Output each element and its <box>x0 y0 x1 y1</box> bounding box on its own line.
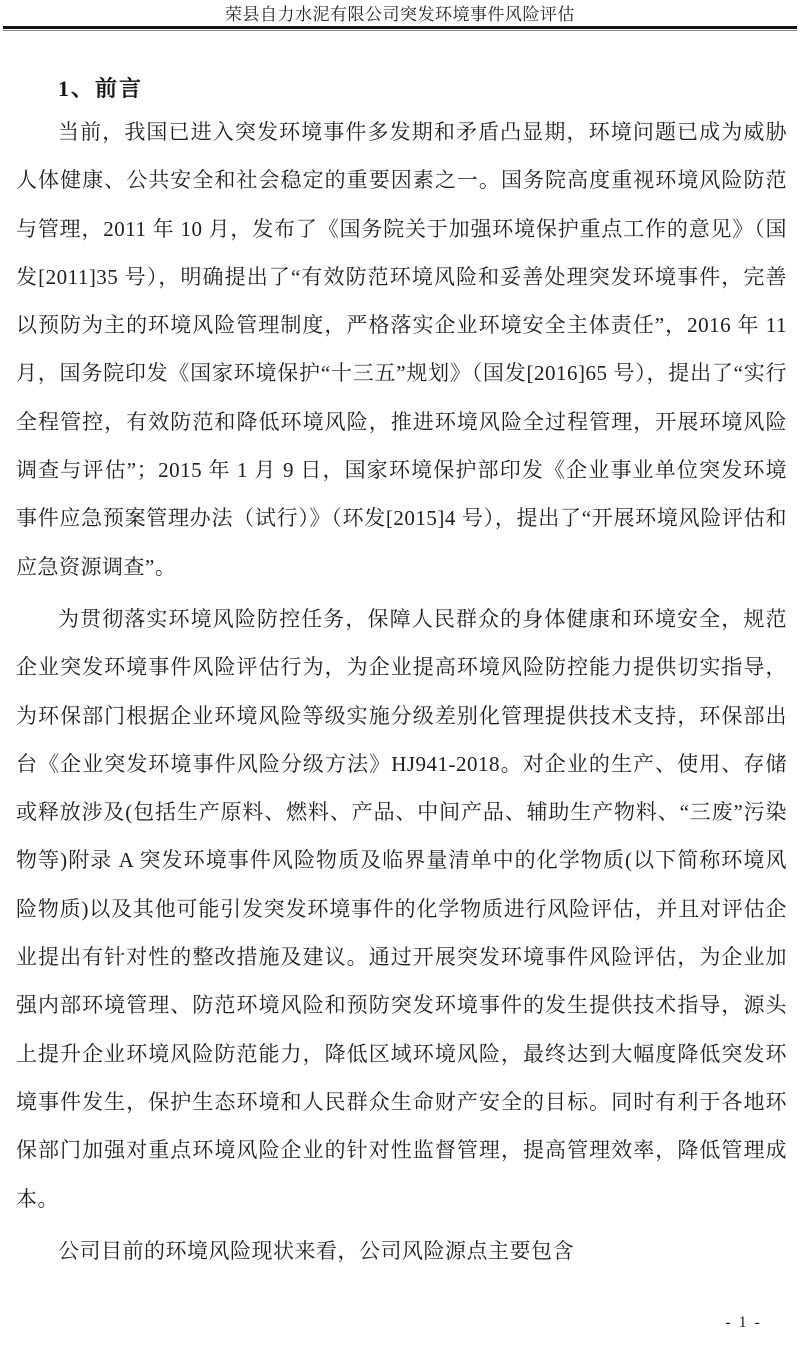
page-number: - 1 - <box>725 1314 762 1331</box>
page-footer <box>725 1314 762 1332</box>
paragraph-intro-policy: 当前，我国已进入突发环境事件多发期和矛盾凸显期，环境问题已成为威胁人体健康、公共安全和社会稳定的重要因素之一。国务院高度重视环境风险防范与管理，2011 年 10 月，发布了《国务院关于加强环境保护重点工作的意见》（国发[2011]35 号），明确提出了“有效防范环境风险和妥善处理突发环境事件，完善以预防为主的环境风险管理制度，严格落实企业环境安全主体责任”，2016 年 11 月，国务院印发《国家环境保护“十三五”规划》（国发[2016]65 号），提出了“实行全程管控，有效防范和降低环境风险，推进环境风险全过程管理，开展环境风险调查与评估”；2015 年 1 月 9 日，国家环境保护部印发《企业事业单位突发环境事件应急预案管理办法（试行）》（环发[2015]4 号），提出了“开展环境风险评估和应急资源调查”。 <box>16 120 787 579</box>
header-title: 荣县自力水泥有限公司突发环境事件风险评估 <box>225 5 575 24</box>
paragraph-assessment-purpose: 为贯彻落实环境风险防控任务，保障人民群众的身体健康和环境安全，规范企业突发环境事件风险评估行为，为企业提高环境风险防控能力提供切实指导，为环保部门根据企业环境风险等级实施分级差别化管理提供技术支持，环保部出台《企业突发环境事件风险分级方法》HJ941-2018。对企业的生产、使用、存储或释放涉及(包括生产原料、燃料、产品、中间产品、辅助生产物料、“三废”污染物等)附录 A 突发环境事件风险物质及临界量清单中的化学物质(以下简称环境风险物质)以及其他可能引发突发环境事件的化学物质进行风险评估，并且对评估企业提出有针对性的整改措施及建议。通过开展突发环境事件风险评估，为企业加强内部环境管理、防范环境风险和预防突发环境事件的发生提供技术指导，源头上提升企业环境风险防范能力，降低区域环境风险，最终达到大幅度降低突发环境事件发生，保护生态环境和人民群众生命财产安全的目标。同时有利于各地环保部门加强对重点环境风险企业的针对性监督管理，提高管理效率，降低管理成本。 <box>16 606 787 1211</box>
header-rule-thin <box>3 30 797 31</box>
section-heading: 1、前言 <box>58 76 144 101</box>
header-rule-thick <box>3 26 797 29</box>
paragraph-company-risk-status: 公司目前的环境风险现状来看，公司风险源点主要包含 <box>58 1238 574 1263</box>
document-body <box>16 60 787 1275</box>
page-header <box>3 0 797 31</box>
